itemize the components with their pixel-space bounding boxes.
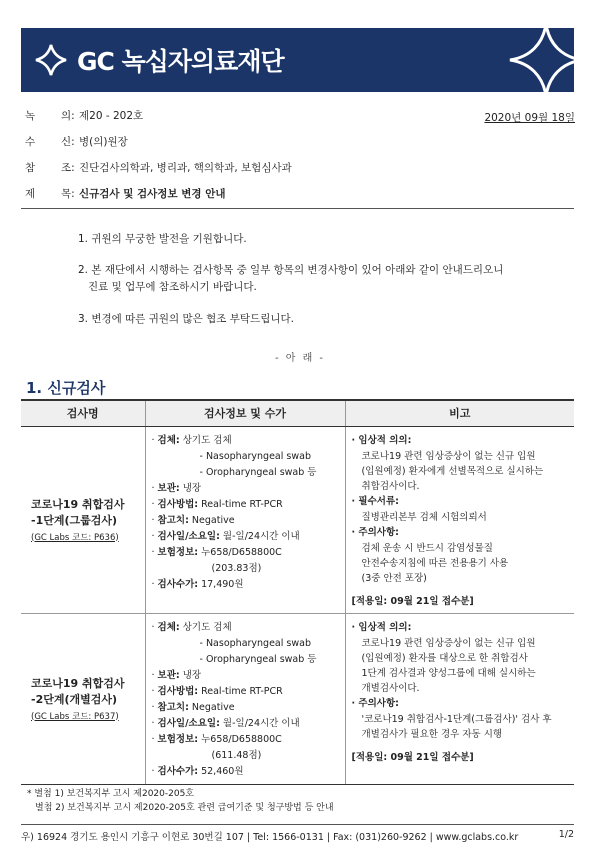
test-note-cell (345, 613, 574, 784)
info-method: · 검사방법: Real-time RT-PCR (151, 498, 283, 510)
page-footer (21, 824, 574, 843)
document-date: 2020년 09월 18일 (484, 112, 575, 124)
info-specimen-sub: - Nasopharyngeal swab (199, 637, 311, 649)
cross-decoration-icon (504, 28, 574, 92)
info-days: · 검사일/소요일: 월-일/24시간 이내 (151, 717, 300, 729)
info-method: · 검사방법: Real-time RT-PCR (151, 685, 283, 697)
info-reference: · 참고치: Negative (151, 701, 235, 713)
note-clinical: 코로나19 관련 임상증상이 없는 신규 입원 (입원예정) 환자를 대상으로 한 취합검사 1단계 검사결과 양성그룹에 대해 실시하는 개별검사이다. (361, 637, 536, 694)
info-specimen-sub: - Nasopharyngeal swab (199, 450, 311, 462)
info-specimen: · 검체: 상기도 검체 (151, 434, 232, 446)
section-title: 1. 신규검사 (26, 379, 106, 397)
note-clinical-head: · 임상적 의의: (351, 434, 412, 446)
info-days: · 검사일/소요일: 월-일/24시간 이내 (151, 530, 300, 542)
column-header: 비고 (345, 400, 574, 426)
paragraph-3: 3. 변경에 따른 귀원의 많은 협조 부탁드립니다. (78, 313, 294, 325)
gc-logo-icon (33, 42, 69, 78)
note-caution: 검체 운송 시 반드시 감염성물질 안전수송지침에 따른 전용용기 사용 (3중 안전 포장) (361, 542, 509, 584)
column-header: 검사명 (21, 400, 145, 426)
info-fee: · 검사수가: 17,490원 (151, 578, 244, 590)
footnote: 별첨 2) 보건복지부 고시 제2020-205호 관련 급여기준 및 청구방법 등 안내 (35, 803, 334, 813)
info-storage: · 보관: 냉장 (151, 482, 202, 494)
paragraph-2: 2. 본 재단에서 시행하는 검사항목 중 일부 항목의 변경사항이 있어 아래와 같이 안내드리오니 진료 및 업무에 참조하시기 바랍니다. (78, 264, 504, 293)
info-reference: · 참고치: Negative (151, 514, 235, 526)
org-name: GC 녹십자의료재단 (77, 47, 284, 76)
apply-date: [적용일: 09월 21일 접수분] (351, 595, 474, 607)
test-note-cell (345, 426, 574, 613)
info-insurance: · 보험정보: 누658/D658800C (151, 546, 282, 558)
test-code: (GC Labs 코드: P636) (31, 532, 119, 543)
footer-contact: 우) 16924 경기도 용인시 기흥구 이현로 30번길 107 | Tel: 1566-0131 | Fax: (031)260-9262 | www.gclabs.co.kr (21, 832, 519, 843)
note-clinical-head: · 임상적 의의: (351, 621, 412, 633)
info-specimen: · 검체: 상기도 검체 (151, 621, 232, 633)
note-caution-head: · 주의사항: (351, 697, 399, 709)
column-header: 검사정보 및 수가 (145, 400, 345, 426)
test-name: 코로나19 취합검사 -1단계(그룹검사) (31, 497, 125, 527)
page-number: 1/2 (558, 829, 574, 840)
test-code: (GC Labs 코드: P637) (31, 711, 119, 722)
footnotes (27, 787, 334, 815)
note-clinical: 코로나19 관련 임상증상이 없는 신규 입원 (입원예정) 환자에게 선별목적으로 실시하는 취합검사이다. (361, 450, 544, 492)
info-storage: · 보관: 냉장 (151, 669, 202, 681)
note-docs: 질병관리본부 검체 시험의뢰서 (361, 511, 487, 523)
info-fee: · 검사수가: 52,460원 (151, 765, 244, 777)
paragraph-1: 1. 귀원의 무궁한 발전을 기원합니다. (78, 233, 247, 245)
info-specimen-sub: - Oropharyngeal swab 등 (199, 466, 317, 478)
test-name: 코로나19 취합검사 -2단계(개별검사) (31, 676, 125, 706)
test-info-cell (145, 426, 345, 613)
note-caution-head: · 주의사항: (351, 526, 399, 538)
divider (21, 208, 574, 209)
new-tests-table (21, 399, 574, 785)
table-row (21, 426, 574, 613)
test-name-cell (21, 426, 145, 613)
info-insurance-points: (611.48점) (211, 749, 262, 761)
table-header-row (21, 400, 574, 426)
header-banner (21, 28, 574, 92)
test-name-cell (21, 613, 145, 784)
info-insurance-points: (203.83점) (211, 562, 262, 574)
test-info-cell (145, 613, 345, 784)
footnote: * 별첨 1) 보건복지부 고시 제2020-205호 (27, 789, 195, 799)
table-row (21, 613, 574, 784)
note-caution: '코로나19 취합검사-1단계(그룹검사)' 검사 후 개별검사가 필요한 경우 자동 시행 (361, 713, 552, 740)
info-specimen-sub: - Oropharyngeal swab 등 (199, 653, 317, 665)
info-insurance: · 보험정보: 누658/D658800C (151, 733, 282, 745)
note-docs-head: · 필수서류: (351, 495, 399, 507)
below-marker: - 아 래 - (274, 353, 326, 364)
apply-date: [적용일: 09월 21일 접수분] (351, 751, 474, 763)
